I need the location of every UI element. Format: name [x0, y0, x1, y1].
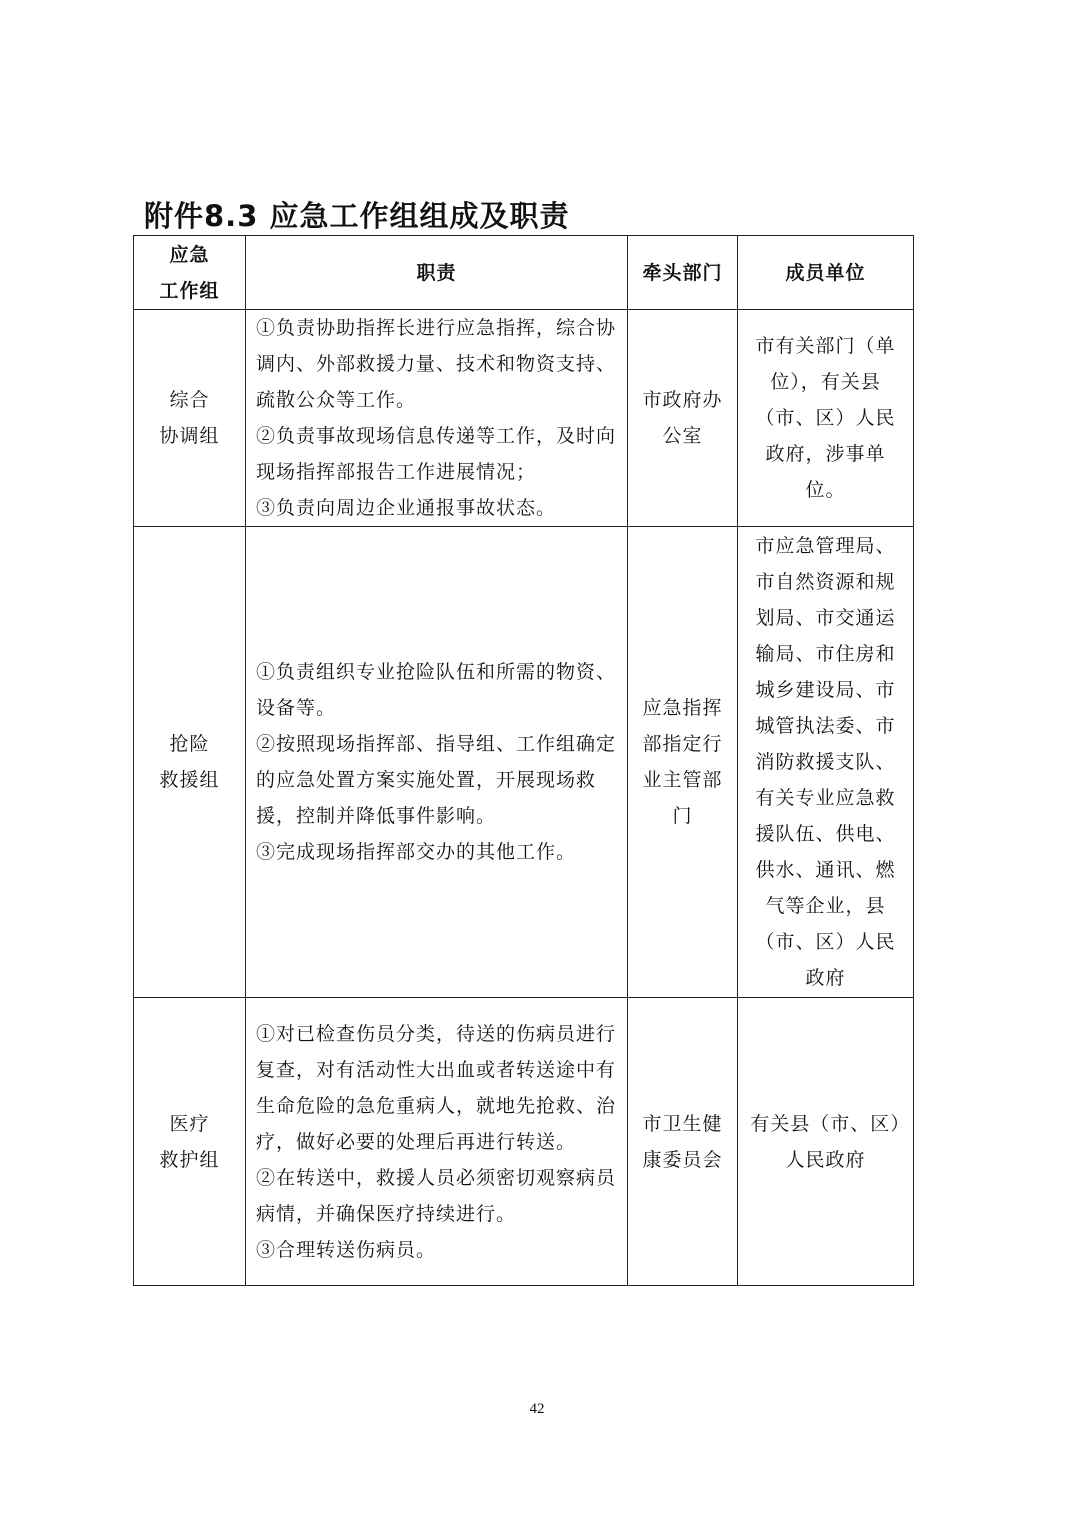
duty-item: ①对已检查伤员分类，待送的伤病员进行复查，对有活动性大出血或者转送途中有生命危险的急危重病人，就地先抢救、治疗，做好必要的处理后再进行转送。 [256, 1022, 617, 1153]
document-title: 附件8.3 应急工作组组成及职责 [144, 199, 570, 233]
duty-item: ②负责事故现场信息传递等工作，及时向现场指挥部报告工作进展情况； [256, 425, 617, 483]
header-duty: 职责 [246, 236, 628, 310]
header-group-line: 应急 [169, 243, 210, 266]
group-line: 救援组 [159, 769, 220, 791]
duty-item: ①负责组织专业抢险队伍和所需的物资、设备等。 [256, 661, 617, 719]
duty-item: ③完成现场指挥部交办的其他工作。 [256, 841, 577, 863]
cell-members: 市应急管理局、市自然资源和规划局、市交通运输局、市住房和城乡建设局、市城管执法委、市消防救援支队、有关专业应急救援队伍、供电、供水、通讯、燃气等企业，县（市、区）人民政府 [738, 527, 914, 998]
group-line: 救护组 [159, 1148, 220, 1171]
cell-duty [246, 310, 628, 527]
cell-lead: 应急指挥部指定行业主管部门 [628, 527, 738, 998]
cell-group [134, 527, 246, 998]
page-number: 42 [529, 1401, 545, 1417]
header-lead: 牵头部门 [628, 236, 738, 310]
duty-item: ①负责协助指挥长进行应急指挥，综合协调内、外部救援力量、技术和物资支持、疏散公众等工作。 [256, 317, 617, 411]
cell-lead: 市政府办公室 [628, 310, 738, 527]
duty-item: ③负责向周边企业通报事故状态。 [256, 497, 557, 519]
group-line: 协调组 [159, 425, 220, 447]
duty-item: ②在转送中，救援人员必须密切观察病员病情，并确保医疗持续进行。 [256, 1166, 617, 1225]
duty-item: ③合理转送伤病员。 [256, 1238, 437, 1261]
group-line: 抢险 [169, 733, 210, 755]
cell-duty [246, 998, 628, 1286]
table-row [134, 998, 914, 1286]
cell-group [134, 998, 246, 1286]
header-group-line: 工作组 [159, 279, 220, 302]
header-group [134, 236, 246, 310]
header-members: 成员单位 [738, 236, 914, 310]
group-line: 医疗 [169, 1112, 210, 1135]
group-line: 综合 [169, 389, 210, 411]
table-header-row [134, 236, 914, 310]
cell-members: 市有关部门（单位），有关县（市、区）人民政府，涉事单位。 [738, 310, 914, 527]
cell-group [134, 310, 246, 527]
cell-members: 有关县（市、区）人民政府 [738, 998, 914, 1286]
duty-item: ②按照现场指挥部、指导组、工作组确定的应急处置方案实施处置，开展现场救援，控制并降低事件影响。 [256, 733, 617, 827]
table-row [134, 527, 914, 998]
cell-duty [246, 527, 628, 998]
table-row [134, 310, 914, 527]
cell-lead: 市卫生健康委员会 [628, 998, 738, 1286]
duties-table [133, 235, 914, 1286]
